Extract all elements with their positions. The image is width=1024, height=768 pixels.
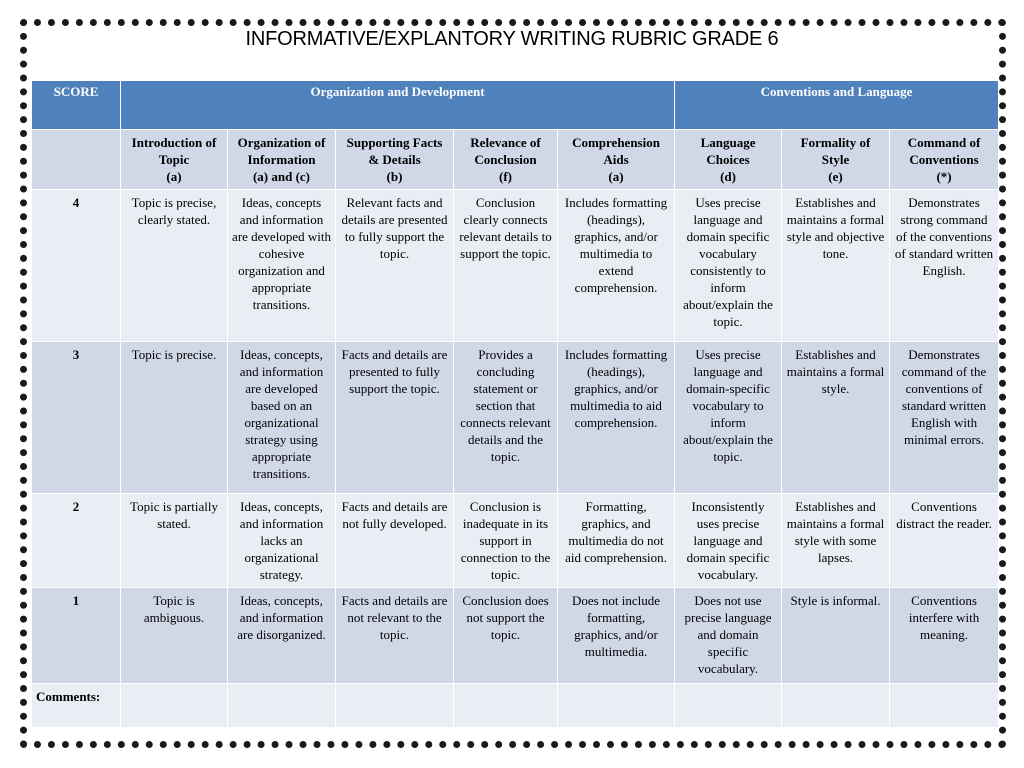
rubric-cell: Uses precise language and domain specific vocabulary consistently to inform about/explain the topic. xyxy=(675,190,782,342)
criterion-code: (d) xyxy=(720,169,736,184)
rubric-table xyxy=(31,80,999,728)
rubric-cell: Demonstrates strong command of the conventions of standard written English. xyxy=(890,190,999,342)
rubric-cell: Ideas, concepts and information are developed with cohesive organization and appropriate transitions. xyxy=(228,190,336,342)
criterion-name: Language Choices xyxy=(700,135,756,167)
rubric-cell: Style is informal. xyxy=(782,588,890,684)
comments-cell[interactable] xyxy=(336,684,454,728)
rubric-cell: Ideas, concepts, and information are disorganized. xyxy=(228,588,336,684)
rubric-cell: Conventions distract the reader. xyxy=(890,494,999,588)
rubric-cell: Formatting, graphics, and multimedia do not aid comprehension. xyxy=(558,494,675,588)
rubric-cell: Ideas, concepts, and information lacks an organizational strategy. xyxy=(228,494,336,588)
rubric-cell: Establishes and maintains a formal style. xyxy=(782,342,890,494)
score-row xyxy=(32,494,999,588)
rubric-cell: Establishes and maintains a formal style with some lapses. xyxy=(782,494,890,588)
criterion-name: Command of Conventions xyxy=(907,135,981,167)
criterion-code: (e) xyxy=(828,169,843,184)
rubric-cell: Topic is partially stated. xyxy=(121,494,228,588)
group-header-organization: Organization and Development xyxy=(121,81,675,130)
rubric-cell: Provides a concluding statement or section that connects relevant details and the topic. xyxy=(454,342,558,494)
criterion-code: (a) xyxy=(608,169,624,184)
rubric-cell: Does not use precise language and domain specific vocabulary. xyxy=(675,588,782,684)
score-value: 1 xyxy=(32,588,121,684)
criterion-header xyxy=(558,130,675,190)
comments-cell[interactable] xyxy=(890,684,999,728)
rubric-cell: Conclusion is inadequate in its support in connection to the topic. xyxy=(454,494,558,588)
rubric-cell: Topic is precise, clearly stated. xyxy=(121,190,228,342)
score-value: 2 xyxy=(32,494,121,588)
group-header-conventions: Conventions and Language xyxy=(675,81,999,130)
criterion-header xyxy=(675,130,782,190)
score-row xyxy=(32,588,999,684)
rubric-cell: Uses precise language and domain-specific vocabulary to inform about/explain the topic. xyxy=(675,342,782,494)
rubric-cell: Conclusion does not support the topic. xyxy=(454,588,558,684)
score-value: 3 xyxy=(32,342,121,494)
criterion-code: (a) and (c) xyxy=(252,169,311,184)
score-header: SCORE xyxy=(32,81,121,130)
rubric-cell: Topic is precise. xyxy=(121,342,228,494)
rubric-cell: Facts and details are not relevant to the topic. xyxy=(336,588,454,684)
criterion-code: (b) xyxy=(386,169,403,184)
comments-cell[interactable] xyxy=(675,684,782,728)
score-value: 4 xyxy=(32,190,121,342)
criterion-header xyxy=(890,130,999,190)
comments-cell[interactable] xyxy=(121,684,228,728)
comments-label: Comments: xyxy=(32,684,121,728)
criterion-name: Relevance of Conclusion xyxy=(470,135,541,167)
rubric-cell: Establishes and maintains a formal style and objective tone. xyxy=(782,190,890,342)
comments-cell[interactable] xyxy=(782,684,890,728)
comments-cell[interactable] xyxy=(454,684,558,728)
comments-row xyxy=(32,684,999,728)
criterion-header xyxy=(336,130,454,190)
rubric-cell: Inconsistently uses precise language and domain specific vocabulary. xyxy=(675,494,782,588)
criterion-code: (*) xyxy=(936,169,952,184)
rubric-cell: Includes formatting (headings), graphics, and/or multimedia to extend comprehension. xyxy=(558,190,675,342)
score-row xyxy=(32,342,999,494)
criterion-name: Formality of Style xyxy=(800,135,871,167)
criteria-header-row xyxy=(32,130,999,190)
criterion-header xyxy=(121,130,228,190)
rubric-cell: Includes formatting (headings), graphics, and/or multimedia to aid comprehension. xyxy=(558,342,675,494)
criterion-name: Organization of Information xyxy=(237,135,326,167)
criterion-name: Supporting Facts & Details xyxy=(346,135,443,167)
score-row xyxy=(32,190,999,342)
rubric-cell: Topic is ambiguous. xyxy=(121,588,228,684)
comments-cell[interactable] xyxy=(558,684,675,728)
criterion-name: Comprehension Aids xyxy=(572,135,660,167)
rubric-cell: Relevant facts and details are presented to fully support the topic. xyxy=(336,190,454,342)
criteria-header-blank xyxy=(32,130,121,190)
rubric-cell: Demonstrates command of the conventions of standard written English with minimal errors. xyxy=(890,342,999,494)
criterion-header xyxy=(454,130,558,190)
rubric-cell: Conventions interfere with meaning. xyxy=(890,588,999,684)
criterion-code: (f) xyxy=(499,169,512,184)
rubric-cell: Conclusion clearly connects relevant details to support the topic. xyxy=(454,190,558,342)
criterion-code: (a) xyxy=(166,169,182,184)
rubric-cell: Does not include formatting, graphics, and/or multimedia. xyxy=(558,588,675,684)
rubric-cell: Ideas, concepts, and information are developed based on an organizational strategy using appropriate transitions. xyxy=(228,342,336,494)
rubric-cell: Facts and details are presented to fully support the topic. xyxy=(336,342,454,494)
page-title: INFORMATIVE/EXPLANTORY WRITING RUBRIC GRADE 6 xyxy=(245,28,779,50)
comments-cell[interactable] xyxy=(228,684,336,728)
criterion-header xyxy=(782,130,890,190)
criterion-name: Introduction of Topic xyxy=(131,135,217,167)
criterion-header xyxy=(228,130,336,190)
rubric-cell: Facts and details are not fully developed. xyxy=(336,494,454,588)
